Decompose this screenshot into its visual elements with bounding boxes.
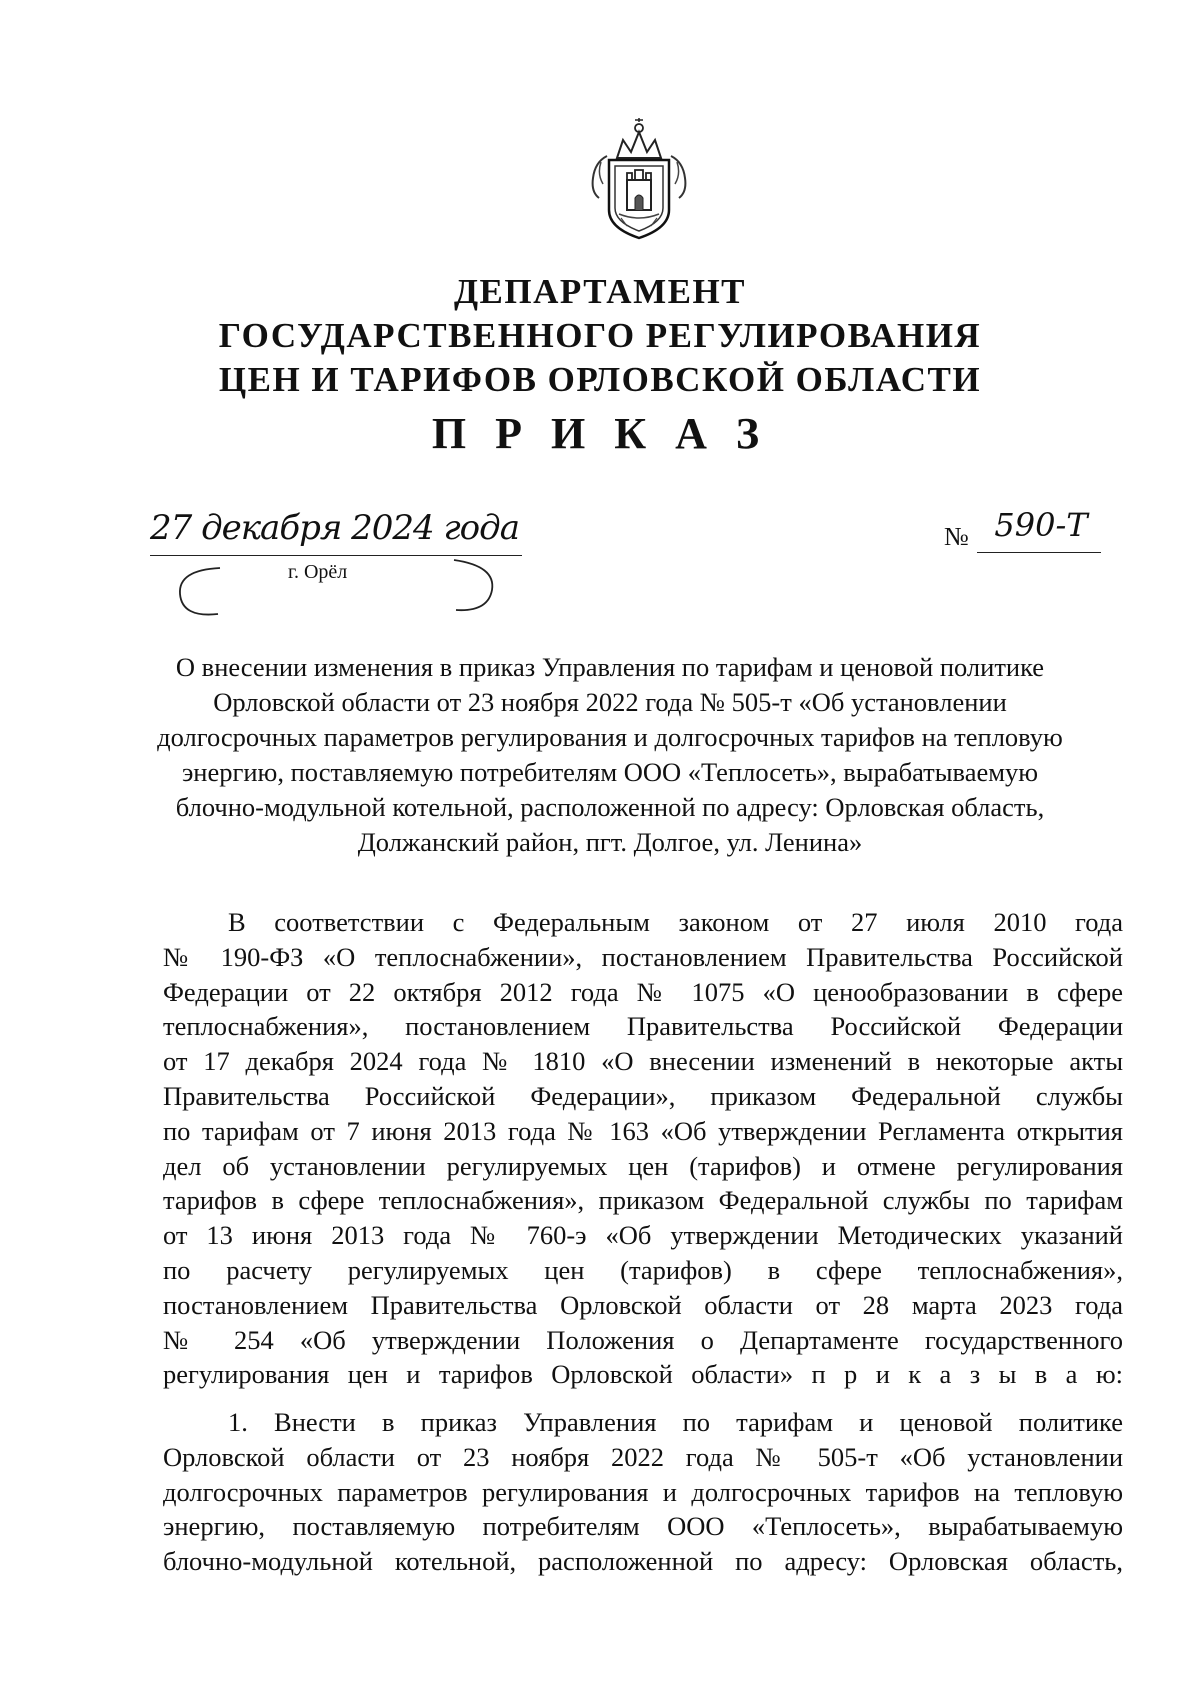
item-1-line: Орловской области от 23 ноября 2022 года № 505-т «Об установлении [163, 1441, 1123, 1472]
handwritten-order-number: 590-Т [994, 506, 1088, 544]
preamble-line: по расчету регулируемых цен (тарифов) в сфере теплоснабжения», [163, 1254, 1123, 1285]
document-type-title: П Р И К А З [431, 409, 769, 458]
order-subject [150, 650, 1070, 860]
item-1-line: долгосрочных параметров регулирования и долгосрочных тарифов на тепловую [163, 1476, 1123, 1507]
preamble-line: регулирования цен и тарифов Орловской области» п р и к а з ы в а ю: [163, 1359, 1123, 1390]
preamble-line: теплоснабжения», постановлением Правительства Российской Федерации [163, 1011, 1123, 1042]
subject-line: долгосрочных параметров регулирования и долгосрочных тарифов на тепловую [157, 722, 1063, 752]
preamble-line: Правительства Российской Федерации», приказом Федеральной службы [163, 1080, 1123, 1111]
preamble-line: от 13 июня 2013 года № 760-э «Об утверждении Методических указаний [163, 1220, 1123, 1251]
subject-line: О внесении изменения в приказ Управления по тарифам и ценовой политике [175, 652, 1045, 682]
city-label: г. Орёл [288, 561, 348, 583]
preamble-line: Федерации от 22 октября 2012 года № 1075 «О ценообразовании в сфере [163, 976, 1123, 1007]
preamble-line: по тарифам от 7 июня 2013 года № 163 «Об утверждении Регламента открытия [163, 1115, 1123, 1146]
department-line-1: ДЕПАРТАМЕНТ [453, 272, 747, 311]
item-1-line: энергию, поставляемую потребителям ООО «Теплосеть», вырабатываемую [163, 1511, 1123, 1542]
item-1-paragraph [163, 1405, 1123, 1579]
coat-of-arms-icon [587, 118, 691, 240]
preamble-line: В соответствии с Федеральным законом от 27 июля 2010 года [228, 907, 1123, 937]
right-bracket-mark [448, 556, 504, 616]
number-underline [977, 552, 1101, 553]
order-number-label: № [944, 522, 969, 551]
preamble-line: дел об установлении регулируемых цен (тарифов) и отмене регулирования [163, 1150, 1123, 1181]
subject-line: блочно-модульной котельной, расположенной по адресу: Орловская область, [175, 792, 1045, 822]
preamble-line: от 17 декабря 2024 года № 1810 «О внесении изменений в некоторые акты [163, 1046, 1123, 1077]
subject-line: энергию, поставляемую потребителям ООО «Теплосеть», вырабатываемую [181, 757, 1039, 787]
item-1-line: 1. Внести в приказ Управления по тарифам и ценовой политике [228, 1407, 1123, 1437]
preamble-paragraph [163, 905, 1123, 1392]
department-heading [150, 270, 1050, 402]
preamble-line: № 254 «Об утверждении Положения о Департаменте государственного [163, 1324, 1123, 1355]
preamble-line: тарифов в сфере теплоснабжения», приказом Федеральной службы по тарифам [163, 1185, 1123, 1216]
subject-line: Должанский район, пгт. Долгое, ул. Ленина» [357, 827, 863, 857]
department-line-3: ЦЕН И ТАРИФОВ ОРЛОВСКОЙ ОБЛАСТИ [218, 360, 982, 399]
left-bracket-mark [170, 564, 230, 620]
preamble-line: постановлением Правительства Орловской области от 28 марта 2023 года [163, 1289, 1123, 1320]
handwritten-date: 27 декабря 2024 года [150, 508, 519, 548]
item-1-line: блочно-модульной котельной, расположенной по адресу: Орловская область, [163, 1546, 1123, 1577]
department-line-2: ГОСУДАРСТВЕННОГО РЕГУЛИРОВАНИЯ [218, 316, 982, 355]
preamble-line: № 190-ФЗ «О теплоснабжении», постановлением Правительства Российской [163, 941, 1123, 972]
subject-line: Орловской области от 23 ноября 2022 года № 505-т «Об установлении [213, 687, 1007, 717]
